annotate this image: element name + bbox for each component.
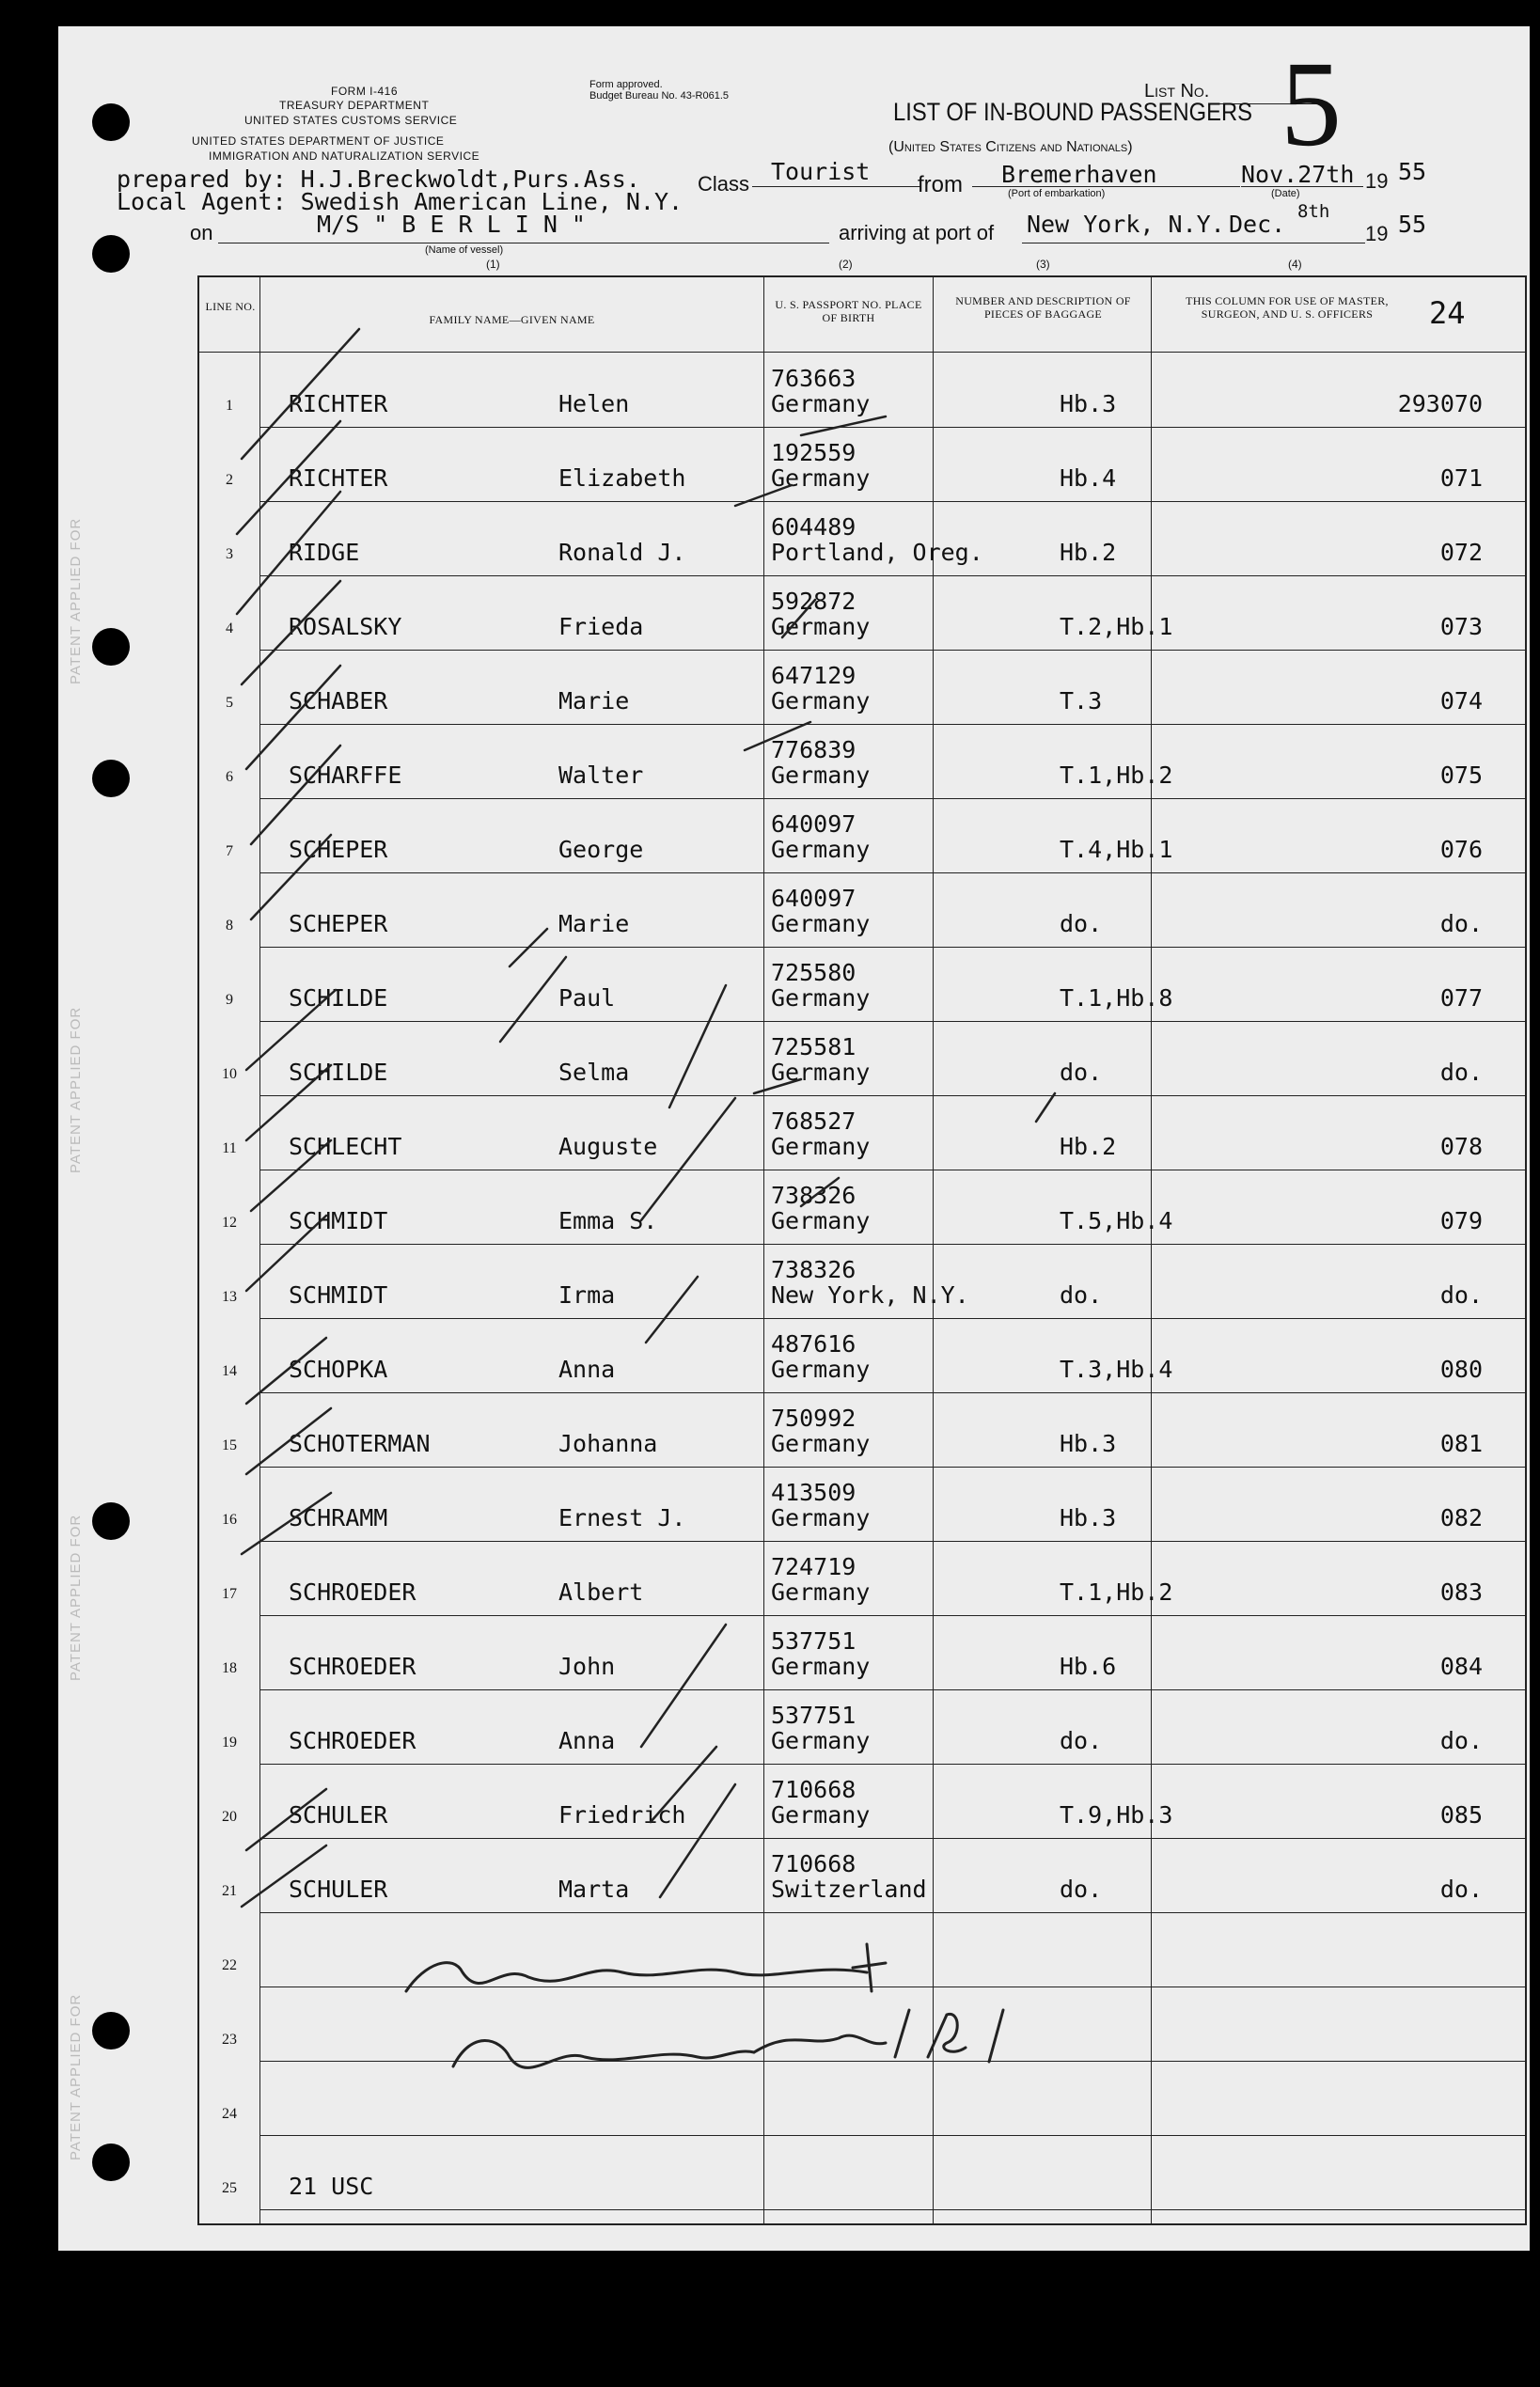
from-label: from [918,172,963,197]
family-name: SCHEPER [289,836,388,863]
column-marker-3: (3) [1036,258,1050,271]
place-of-birth: Germany [771,1801,871,1829]
family-name: SCHROEDER [289,1727,416,1754]
local-agent: Local Agent: Swedish American Line, N.Y. [117,188,684,215]
given-name: Ernest J. [558,1504,686,1531]
line-number: 21 [222,1883,237,1899]
officer-column-value: 076 [1439,836,1483,863]
passport-number: 738326 [771,1182,856,1209]
column-marker-4: (4) [1288,258,1302,271]
line-number: 22 [222,1957,237,1973]
officer-column-value: do. [1439,1876,1483,1903]
passport-number: 768527 [771,1107,856,1135]
family-name: SCHOPKA [289,1356,388,1383]
line-number: 7 [226,843,233,859]
date-caption: (Date) [1271,188,1300,199]
family-name: SCHROEDER [289,1653,416,1680]
place-of-birth: Germany [771,836,871,863]
patent-side-mark: PATENT APPLIED FOR [68,1006,84,1173]
given-name: Marie [558,910,630,937]
patent-side-mark: PATENT APPLIED FOR [68,517,84,684]
place-of-birth: Portland, Oreg. [771,539,983,566]
family-name: SCHOTERMAN [289,1430,431,1457]
given-name: Marie [558,687,630,715]
family-name: 21 USC [289,2173,374,2200]
given-name: Friedrich [558,1801,686,1829]
baggage-description: Hb.3 [1060,1504,1117,1531]
given-name: Irma [558,1281,616,1309]
sheet-number: 24 [1429,295,1466,331]
header-officers: THIS COLUMN FOR USE OF MASTER, SURGEON, AND U. S. OFFICERS [1186,294,1389,321]
baggage-description: Hb.3 [1060,1430,1117,1457]
baggage-description: Hb.2 [1060,539,1117,566]
form-approved: Form approved. [589,79,663,90]
officer-column-value: do. [1439,1281,1483,1309]
customs-service: UNITED STATES CUSTOMS SERVICE [244,114,458,127]
passport-number: 725580 [771,959,856,986]
passport-number: 592872 [771,588,856,615]
line-number: 18 [222,1660,237,1676]
officer-column-value: 085 [1439,1801,1483,1829]
port-embark-caption: (Port of embarkation) [1008,188,1106,199]
patent-side-mark: PATENT APPLIED FOR [68,1514,84,1681]
family-name: SCHLECHT [289,1133,402,1160]
family-name: SCHILDE [289,984,388,1012]
line-number: 3 [226,546,233,562]
on-label: on [190,221,213,244]
family-name: SCHEPER [289,910,388,937]
officer-column-value: 071 [1439,464,1483,492]
given-name: Emma S. [558,1207,658,1234]
officer-column-value: 084 [1439,1653,1483,1680]
line-number: 25 [222,2180,237,2196]
embark-date: Nov.27th [1241,161,1355,188]
line-number: 23 [222,2032,237,2048]
place-of-birth: Germany [771,613,871,640]
department-justice: UNITED STATES DEPARTMENT OF JUSTICE [192,134,445,148]
baggage-description: T.1,Hb.2 [1060,1578,1173,1606]
baggage-description: T.1,Hb.8 [1060,984,1173,1012]
given-name: Selma [558,1059,630,1086]
officer-column-value: do. [1439,910,1483,937]
passport-number: 710668 [771,1776,856,1803]
place-of-birth: Germany [771,390,871,417]
list-number: 5 [1281,37,1342,172]
line-number: 17 [222,1586,237,1602]
passport-number: 763663 [771,365,856,392]
officer-column-value: 078 [1439,1133,1483,1160]
line-number: 14 [222,1363,237,1379]
header-name: FAMILY NAME—GIVEN NAME [429,313,595,326]
family-name: RICHTER [289,390,388,417]
handwritten-marks [58,26,1530,2251]
arriving-label: arriving at port of [839,221,995,244]
header-line-no: LINE NO. [205,300,256,313]
passport-number: 725581 [771,1033,856,1060]
family-name: SCHULER [289,1876,388,1903]
passport-number: 413509 [771,1479,856,1506]
line-number: 5 [226,695,233,711]
family-name: SCHULER [289,1801,388,1829]
officer-column-value: 081 [1439,1430,1483,1457]
header-passport: U. S. PASSPORT NO. PLACE OF BIRTH [775,298,922,324]
passport-number: 192559 [771,439,856,466]
year-label-2: 19 [1365,222,1389,245]
line-number: 8 [226,918,233,934]
officer-column-value: do. [1439,1059,1483,1086]
officer-column-value: 074 [1439,687,1483,715]
line-number: 16 [222,1512,237,1528]
passport-number: 776839 [771,736,856,763]
given-name: Frieda [558,613,644,640]
place-of-birth: Germany [771,1504,871,1531]
given-name: George [558,836,644,863]
line-number: 9 [226,992,233,1008]
place-of-birth: Germany [771,1727,871,1754]
passport-number: 537751 [771,1627,856,1655]
line-number: 2 [226,472,233,488]
passport-number: 647129 [771,662,856,689]
baggage-description: T.2,Hb.1 [1060,613,1173,640]
family-name: SCHROEDER [289,1578,416,1606]
line-number: 6 [226,769,233,785]
baggage-description: T.9,Hb.3 [1060,1801,1173,1829]
port-of-embarkation: Bremerhaven [1001,161,1157,188]
family-name: SCHILDE [289,1059,388,1086]
document-sheet [58,26,1530,2251]
place-of-birth: Germany [771,762,871,789]
place-of-birth: Germany [771,464,871,492]
line-number: 15 [222,1437,237,1453]
family-name: SCHARFFE [289,762,402,789]
line-number: 11 [222,1140,237,1156]
patent-side-mark: PATENT APPLIED FOR [68,1993,84,2160]
line-number: 10 [222,1066,237,1082]
given-name: Helen [558,390,630,417]
page-title: LIST OF IN-BOUND PASSENGERS [893,98,1253,126]
given-name: John [558,1653,616,1680]
arrival-date-suffix: 8th [1297,201,1330,222]
passport-number: 640097 [771,810,856,838]
given-name: Auguste [558,1133,658,1160]
baggage-description: T.5,Hb.4 [1060,1207,1173,1234]
family-name: SCHABER [289,687,388,715]
officer-column-value: 082 [1439,1504,1483,1531]
line-number: 13 [222,1289,237,1305]
given-name: Elizabeth [558,464,686,492]
given-name: Ronald J. [558,539,686,566]
place-of-birth: Germany [771,687,871,715]
family-name: SCHRAMM [289,1504,388,1531]
class-label: Class [698,172,750,196]
baggage-description: Hb.4 [1060,464,1117,492]
port-of-arrival: New York, N.Y. [1027,211,1225,238]
place-of-birth: Germany [771,1578,871,1606]
line-number: 1 [226,398,233,414]
baggage-description: do. [1060,1876,1103,1903]
officer-column-value: 083 [1439,1578,1483,1606]
budget-bureau: Budget Bureau No. 43-R061.5 [589,90,729,102]
given-name: Anna [558,1356,616,1383]
place-of-birth: New York, N.Y. [771,1281,969,1309]
vessel-name: M/S " B E R L I N " [317,211,586,238]
given-name: Albert [558,1578,644,1606]
embark-year: 55 [1398,158,1427,185]
baggage-description: do. [1060,1727,1103,1754]
officer-column-value: 079 [1439,1207,1483,1234]
form-number: FORM I-416 [331,85,399,98]
passport-number: 537751 [771,1702,856,1729]
baggage-description: Hb.3 [1060,390,1117,417]
year-label: 19 [1365,169,1389,193]
passport-number: 487616 [771,1330,856,1358]
given-name: Anna [558,1727,616,1754]
prepared-by: prepared by: H.J.Breckwoldt,Purs.Ass. [117,165,640,193]
baggage-description: Hb.2 [1060,1133,1117,1160]
place-of-birth: Germany [771,1133,871,1160]
passport-number: 738326 [771,1256,856,1283]
officer-column-value: 080 [1439,1356,1483,1383]
baggage-description: T.1,Hb.2 [1060,762,1173,789]
officer-column-value: 075 [1439,762,1483,789]
line-number: 24 [222,2106,237,2122]
baggage-description: do. [1060,1281,1103,1309]
place-of-birth: Germany [771,984,871,1012]
line-number: 19 [222,1735,237,1751]
line-number: 4 [226,620,233,636]
officer-column-value: do. [1439,1727,1483,1754]
line-number: 20 [222,1809,237,1825]
passport-number: 710668 [771,1850,856,1877]
place-of-birth: Switzerland [771,1876,927,1903]
officer-column-value: 077 [1439,984,1483,1012]
place-of-birth: Germany [771,1207,871,1234]
place-of-birth: Germany [771,1430,871,1457]
family-name: RIDGE [289,539,360,566]
baggage-description: T.3,Hb.4 [1060,1356,1173,1383]
given-name: Walter [558,762,644,789]
header-baggage: NUMBER AND DESCRIPTION OF PIECES OF BAGGAGE [955,294,1131,321]
list-number-label: List No. [1144,81,1210,102]
arrival-date: Dec. [1229,211,1286,238]
passport-number: 640097 [771,885,856,912]
family-name: SCHMIDT [289,1281,388,1309]
department-treasury: TREASURY DEPARTMENT [279,99,430,112]
baggage-description: do. [1060,910,1103,937]
place-of-birth: Germany [771,1059,871,1086]
passport-number: 724719 [771,1553,856,1580]
baggage-description: T.3 [1060,687,1103,715]
column-marker-2: (2) [839,258,853,271]
immigration-service: IMMIGRATION AND NATURALIZATION SERVICE [209,149,480,163]
column-marker-1: (1) [486,258,500,271]
officer-column-value: 072 [1439,539,1483,566]
baggage-description: Hb.6 [1060,1653,1117,1680]
passport-number: 750992 [771,1405,856,1432]
given-name: Paul [558,984,616,1012]
baggage-description: do. [1060,1059,1103,1086]
given-name: Johanna [558,1430,658,1457]
family-name: ROSALSKY [289,613,402,640]
class-value: Tourist [771,158,871,185]
family-name: SCHMIDT [289,1207,388,1234]
place-of-birth: Germany [771,910,871,937]
place-of-birth: Germany [771,1356,871,1383]
vessel-caption: (Name of vessel) [425,244,504,256]
arrival-year: 55 [1398,211,1427,238]
baggage-description: T.4,Hb.1 [1060,836,1173,863]
given-name: Marta [558,1876,630,1903]
page-subtitle: (United States Citizens and Nationals) [888,139,1133,155]
officer-column-value: 073 [1439,613,1483,640]
place-of-birth: Germany [771,1653,871,1680]
family-name: RICHTER [289,464,388,492]
officer-column-value: 293070 [1397,390,1483,417]
passport-number: 604489 [771,513,856,541]
line-number: 12 [222,1215,237,1231]
